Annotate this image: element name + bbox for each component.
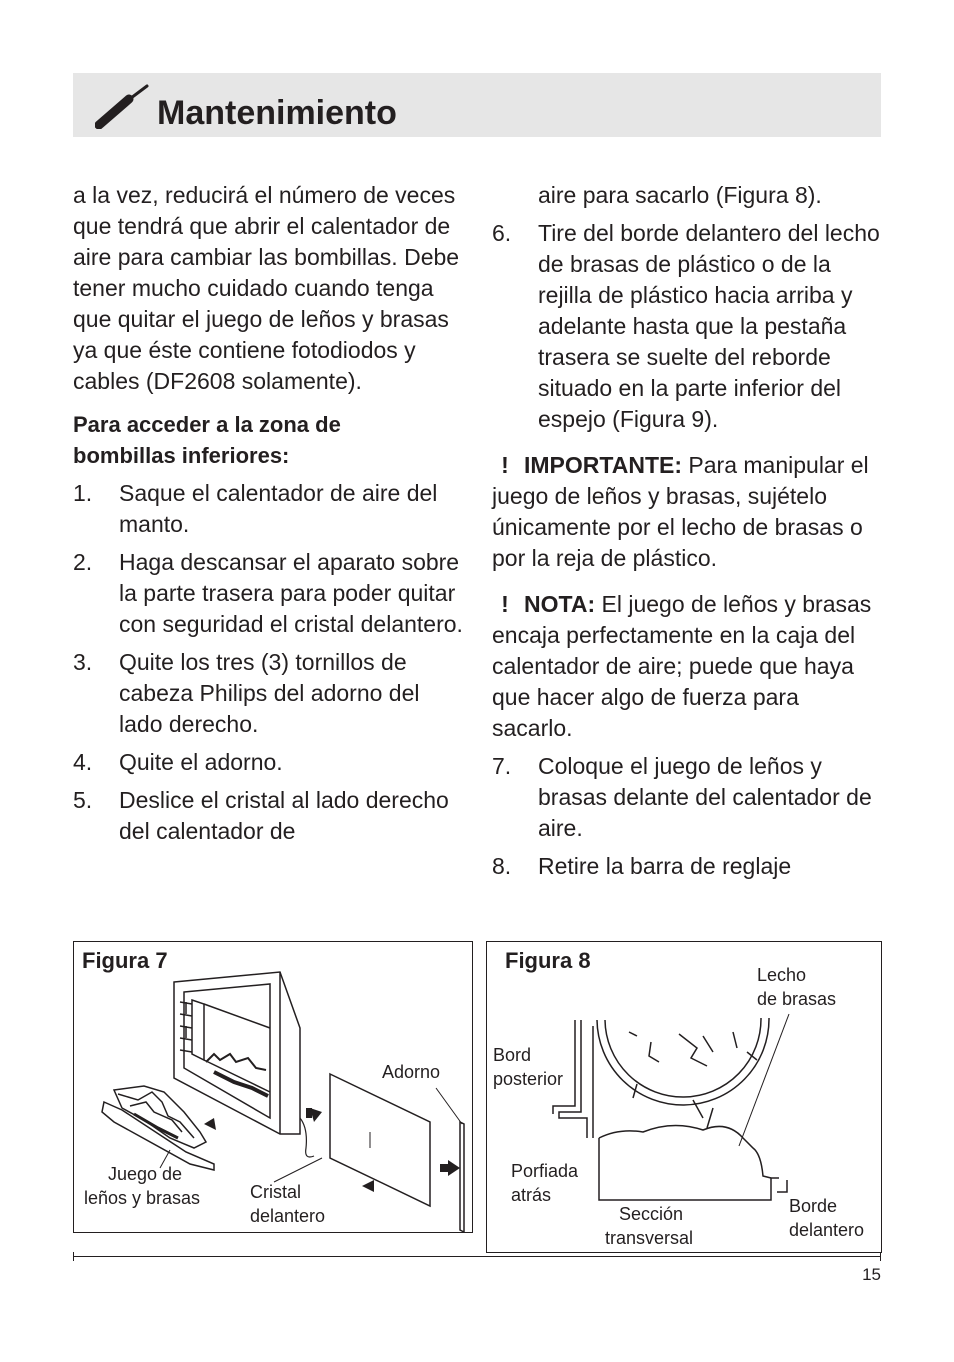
label-front-line-1: Borde: [789, 1196, 838, 1216]
step-text: Haga descansar el aparato sobre la parte trasera para poder quitar con seguridad el cristal delantero.: [119, 549, 463, 637]
label-section-line-1: Sección: [619, 1204, 684, 1224]
step-3: [73, 647, 463, 740]
step-1: [73, 478, 463, 540]
label-bed-line-2: de brasas: [757, 989, 837, 1009]
page-number: 15: [862, 1265, 881, 1284]
intro-paragraph: a la vez, reducirá el número de veces que tendrá que abrir el calentador de aire para cambiar las bombillas. Debe tener mucho cuidado cuando tenga que quitar el juego de leños y brasas ya que éste contiene fotodiodos y cables (DF2608 solamente).: [73, 182, 460, 394]
nota-note: [492, 589, 884, 744]
step-text: Quite el adorno.: [119, 749, 283, 775]
step-text: Coloque el juego de leños y brasas delante del calentador de aire.: [538, 753, 872, 841]
important-text: Para manipular el juego de leños y brasas, sujételo únicamente por el lecho de brasas o por la reja de plástico.: [492, 452, 869, 571]
step-text: Quite los tres (3) tornillos de cabeza Philips del adorno del lado derecho.: [119, 649, 420, 737]
figure-8: [486, 941, 882, 1253]
step-number: 4.: [73, 749, 93, 775]
label-back-line-2: atrás: [511, 1185, 552, 1205]
label-front-line-2: delantero: [789, 1220, 865, 1240]
step-text: Saque el calentador de aire del manto.: [119, 480, 438, 537]
exclamation-icon: !: [501, 591, 509, 617]
label-logs-line-1: Juego de: [108, 1164, 183, 1184]
step-number: 8.: [492, 853, 512, 879]
page-title: Mantenimiento: [157, 94, 397, 132]
step-7: [492, 751, 884, 844]
label-glass-line-2: delantero: [250, 1206, 326, 1226]
footer-rule-tick-left: [73, 1252, 74, 1261]
label-bed-line-1: Lecho: [757, 965, 807, 985]
figure-7: [73, 941, 473, 1233]
label-section-line-2: transversal: [605, 1228, 694, 1248]
step-number: 1.: [73, 480, 93, 506]
step-4: [73, 747, 463, 778]
heading-line-2: bombillas inferiores:: [73, 443, 290, 468]
note-label: NOTA:: [524, 591, 596, 617]
step-5: [73, 785, 463, 847]
important-label: IMPORTANTE:: [524, 452, 683, 478]
subsection-heading: [73, 409, 463, 471]
section-header: [73, 73, 881, 137]
footer-rule-tick-right: [880, 1252, 881, 1261]
step-5-continuation: aire para sacarlo (Figura 8).: [538, 182, 822, 208]
label-rear-line-2: posterior: [493, 1069, 564, 1089]
figure-7-title: Figura 7: [82, 948, 168, 973]
right-column: [492, 180, 884, 882]
step-6: [492, 218, 884, 435]
figure-8-title: Figura 8: [505, 948, 591, 973]
important-note: [492, 450, 884, 574]
label-logs-line-2: leños y brasas: [84, 1188, 201, 1208]
step-number: 5.: [73, 787, 93, 813]
label-rear-line-1: Bord: [493, 1045, 532, 1065]
label-glass-line-1: Cristal: [250, 1182, 302, 1202]
step-number: 7.: [492, 753, 512, 779]
step-text: Retire la barra de reglaje: [538, 853, 792, 879]
label-adorno: Adorno: [382, 1062, 441, 1082]
step-text: Deslice el cristal al lado derecho del calentador de: [119, 787, 449, 844]
heading-line-1: Para acceder a la zona de: [73, 412, 341, 437]
footer-rule: [73, 1256, 881, 1257]
exclamation-icon: !: [501, 452, 509, 478]
label-back-line-1: Porfiada: [511, 1161, 579, 1181]
step-2: [73, 547, 463, 640]
left-column: [73, 180, 463, 847]
screwdriver-icon: [95, 83, 151, 129]
note-text: El juego de leños y brasas encaja perfectamente en la caja del calentador de aire; puede que haya que hacer algo de fuerza para sacarlo.: [492, 591, 872, 741]
step-number: 3.: [73, 649, 93, 675]
step-number: 6.: [492, 220, 512, 246]
step-8: [492, 851, 884, 882]
step-text: Tire del borde delantero del lecho de brasas de plástico o de la rejilla de plástico hacia arriba y adelante hasta que la pestaña trasera se suelte del reborde situado en la parte inferior del espejo (Figura 9).: [538, 220, 880, 432]
step-number: 2.: [73, 549, 93, 575]
